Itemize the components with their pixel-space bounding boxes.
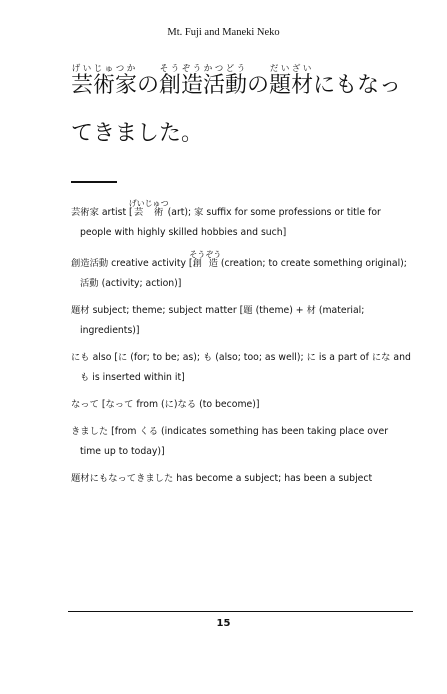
vocab-gloss: (theme) + <box>252 305 307 316</box>
title-ruby: 創造活動そうぞうかつどう <box>159 64 248 98</box>
vocab-entry <box>71 422 411 462</box>
vocab-ruby: 芸術げいじゅつ <box>128 199 169 218</box>
vocab-gloss: artist [ <box>98 207 133 218</box>
vocab-gloss: (for; to be; as); <box>127 352 203 363</box>
vocab-headword: きました <box>71 426 109 437</box>
vocab-gloss: from ( <box>133 399 165 410</box>
vocab-japanese: に <box>306 352 316 363</box>
vocab-japanese: 題 <box>243 305 253 316</box>
vocab-gloss: (material; ingredients)] <box>80 305 365 336</box>
vocab-ruby: 創造そうぞう <box>189 250 222 269</box>
vocab-japanese: 材 <box>306 305 316 316</box>
vocab-headword: にも <box>71 352 90 363</box>
title-text: の <box>137 73 160 98</box>
vocab-entry <box>71 395 411 415</box>
section-divider <box>71 181 117 183</box>
vocab-headword: 創造活動 <box>71 258 109 269</box>
vocab-furigana: そうぞう <box>189 250 222 259</box>
vocab-entry <box>71 250 411 294</box>
title-ruby: 題材だいざい <box>269 64 314 98</box>
vocab-gloss: suffix for some professions or title for people with highly skilled hobbies and such] <box>80 207 381 238</box>
vocab-gloss: ) <box>173 399 178 410</box>
page-title <box>71 62 411 158</box>
vocab-gloss: and <box>390 352 411 363</box>
vocab-headword: 題材 <box>71 305 90 316</box>
vocab-gloss: (activity; action)] <box>98 278 182 289</box>
page-number: 15 <box>216 618 231 629</box>
vocab-japanese: なって <box>105 399 134 410</box>
vocab-gloss: (to become)] <box>196 399 260 410</box>
vocab-gloss: [from <box>108 426 140 437</box>
footer-rule <box>68 611 413 612</box>
vocab-gloss: [ <box>98 399 106 410</box>
vocab-headword: なって <box>71 399 99 410</box>
vocab-gloss: has become a subject; has been a subject <box>173 473 373 484</box>
vocab-gloss: subject; theme; subject matter [ <box>89 305 244 316</box>
vocab-gloss: is a part of <box>315 352 372 363</box>
vocab-gloss: is inserted within it] <box>89 372 185 383</box>
vocab-japanese: くる <box>139 426 158 437</box>
vocab-headword: 芸術家 <box>71 207 99 218</box>
vocab-gloss: (indicates something has been taking place over time up to today)] <box>80 426 389 457</box>
title-text: にもなってきました。 <box>71 73 402 146</box>
vocab-gloss: creative activity [ <box>108 258 193 269</box>
vocab-gloss: (art); <box>164 207 195 218</box>
vocab-entry <box>71 199 411 243</box>
vocabulary-list <box>71 199 411 496</box>
title-furigana: げいじゅつか <box>71 64 138 74</box>
vocab-gloss: also [ <box>89 352 118 363</box>
vocab-headword: 題材にもなってきました <box>71 473 174 484</box>
vocab-japanese: に <box>117 352 128 363</box>
vocab-gloss: (also; too; as well); <box>212 352 307 363</box>
vocab-japanese: に <box>164 399 174 410</box>
title-text: の <box>247 73 270 98</box>
title-furigana: そうぞうかつどう <box>159 64 248 74</box>
vocab-japanese: 活動 <box>80 278 99 289</box>
vocab-furigana: げいじゅつ <box>128 199 169 208</box>
vocab-entry <box>71 469 411 489</box>
vocab-entry <box>71 301 411 341</box>
vocab-japanese: にな <box>371 352 391 363</box>
vocab-gloss: (creation; to create something original); <box>217 258 407 269</box>
vocab-entry <box>71 348 411 388</box>
vocab-japanese: 家 <box>194 207 204 218</box>
title-furigana: だいざい <box>269 64 314 74</box>
running-header: Mt. Fuji and Maneki Neko <box>167 27 280 38</box>
title-ruby: 芸術家げいじゅつか <box>71 64 138 98</box>
vocab-japanese: なる <box>177 399 197 410</box>
vocab-japanese: も <box>203 352 213 363</box>
vocab-japanese: も <box>80 372 90 383</box>
